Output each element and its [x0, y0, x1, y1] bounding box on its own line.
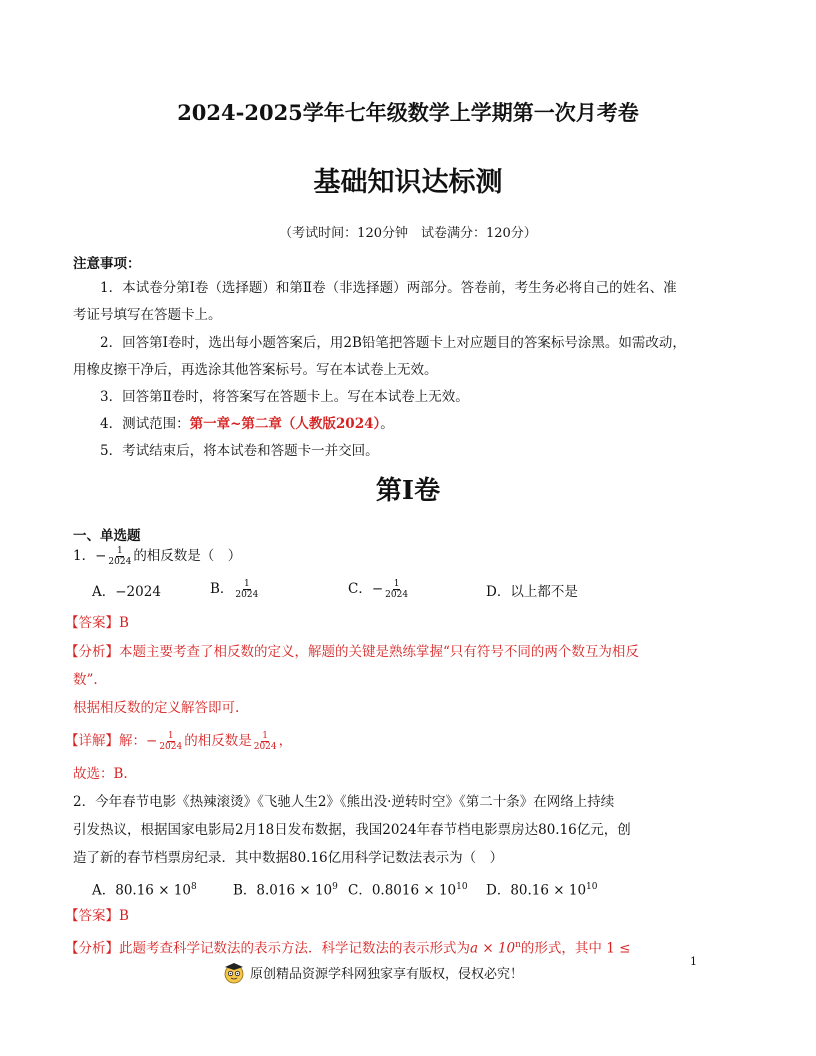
q2-answer: 【答案】B: [65, 908, 129, 924]
q2-line-2: 引发热议，根据国家电影局2月18日发布数据，我国2024年春节档电影票房达80.16亿元，创: [73, 822, 631, 838]
q2-option-c: [348, 877, 468, 901]
q1-number: 1．: [73, 548, 96, 564]
part-title: 一、单选题: [73, 528, 141, 544]
q2-line-1: 2．今年春节电影《热辣滚烫》《飞驰人生2》《熊出没·逆转时空》《第二十条》在网络上持续: [73, 794, 615, 810]
note-2-line-1: 2．回答第Ⅰ卷时，选出每小题答案后，用2B铅笔把答题卡上对应题目的答案标号涂黑。如需改动，: [100, 335, 686, 351]
q2-option-d-exp: 10: [586, 882, 598, 892]
q1-detail-frac-2: [253, 731, 278, 752]
q1-detail-frac-1: [158, 731, 183, 752]
note-4-scope: 第一章~第二章（人教版2024）: [189, 416, 381, 432]
page-number: 1: [690, 955, 697, 968]
note-3: 3．回答第Ⅱ卷时，将答案写在答题卡上。写在本试卷上无效。: [100, 389, 469, 405]
q1-detail-mid: 的相反数是: [184, 733, 252, 749]
exam-info: （考试时间：120分钟 试卷满分：120分）: [279, 226, 537, 241]
note-2-line-2: 用橡皮擦干净后，再选涂其他答案标号。写在本试卷上无效。: [73, 362, 438, 378]
note-1-line-2: 考证号填写在答题卡上。: [73, 307, 222, 323]
q1-analysis-line-3: 根据相反数的定义解答即可.: [73, 700, 240, 716]
note-4-prefix: 4．测试范围：: [100, 416, 190, 432]
q1-option-b: [210, 579, 260, 600]
q2-option-a-base: A．80.16 × 10: [92, 882, 191, 899]
q1-option-b-den: 2024: [235, 590, 259, 600]
q2-option-b-exp: 9: [332, 882, 338, 892]
q1-option-c: [348, 579, 410, 600]
note-1-line-1: 1．本试卷分第Ⅰ卷（选择题）和第Ⅱ卷（非选择题）两部分。答卷前，考生务必将自己的姓名、准: [100, 280, 677, 296]
q2-option-d: [486, 877, 598, 901]
section-title: 第Ⅰ卷: [375, 476, 441, 506]
q2-line-3: 造了新的春节档票房纪录．其中数据80.16亿用科学记数法表示为（ ）: [73, 850, 504, 866]
q1-option-c-den: 2024: [385, 590, 409, 600]
q2-analysis-prefix: 【分析】此题考查科学记数法的表示方法．科学记数法的表示形式为: [65, 940, 470, 957]
q1-detail-frac-1-num: 1: [167, 731, 174, 741]
q1-stem: [73, 546, 241, 567]
q1-detail-frac-2-den: 2024: [253, 742, 277, 752]
q1-option-c-num: 1: [393, 579, 400, 589]
q1-conclusion: 故选：B.: [73, 766, 128, 782]
q2-option-d-base: D．80.16 × 10: [486, 882, 587, 899]
q1-detail-end: ，: [278, 733, 293, 749]
exam-subtitle: 基础知识达标测: [313, 167, 503, 198]
q2-analysis: [65, 935, 630, 959]
note-4: [100, 414, 394, 434]
q1-detail-frac-1-den: 2024: [159, 742, 183, 752]
notes-heading: 注意事项：: [73, 256, 141, 272]
q1-stem-text: 的相反数是（ ）: [133, 548, 242, 564]
q1-frac-num: 1: [116, 546, 123, 556]
exam-title: 2024-2025学年七年级数学上学期第一次月考卷: [177, 100, 639, 125]
q1-option-a: A．−2024: [92, 584, 161, 600]
q1-analysis-line-2: 数”.: [73, 672, 98, 688]
q1-option-d: D．以上都不是: [486, 584, 578, 600]
q2-analysis-suffix: 的形式，其中 1 ≤: [520, 940, 631, 957]
q2-option-a-exp: 8: [190, 882, 197, 892]
mascot-logo-icon: [222, 960, 246, 984]
footer: [222, 960, 523, 984]
footer-copyright: 原创精品资源学科网独家享有版权，侵权必究！: [250, 966, 524, 982]
note-5: 5．考试结束后，将本试卷和答题卡一并交回。: [100, 443, 379, 459]
q1-detail-prefix: 【详解】解：−: [65, 733, 158, 749]
q2-option-b-base: B．8.016 × 10: [233, 882, 333, 899]
q1-answer: 【答案】B: [65, 615, 129, 631]
q1-option-c-label: C．−: [348, 581, 384, 597]
q1-option-c-frac: [384, 579, 409, 600]
q1-option-b-label: B．: [210, 581, 234, 597]
q2-option-b: [233, 877, 338, 901]
note-4-suffix: 。: [380, 416, 394, 432]
q2-analysis-exp: n: [515, 940, 521, 950]
q1-option-b-frac: [234, 579, 259, 600]
q1-analysis-line-1: 【分析】本题主要考查了相反数的定义，解题的关键是熟练掌握“只有符号不同的两个数互为相反: [65, 644, 639, 660]
q2-option-c-base: C．0.8016 × 10: [348, 882, 457, 899]
q1-detail: [65, 731, 292, 752]
q1-frac-den: 2024: [108, 557, 132, 567]
q2-analysis-formula: a × 10: [470, 940, 516, 957]
q2-option-a: [92, 877, 197, 901]
q2-option-c-exp: 10: [456, 882, 468, 892]
q1-option-b-num: 1: [244, 579, 250, 589]
q1-detail-frac-2-num: 1: [262, 731, 269, 741]
q1-fraction: [107, 546, 132, 567]
q1-minus: −: [95, 548, 107, 564]
